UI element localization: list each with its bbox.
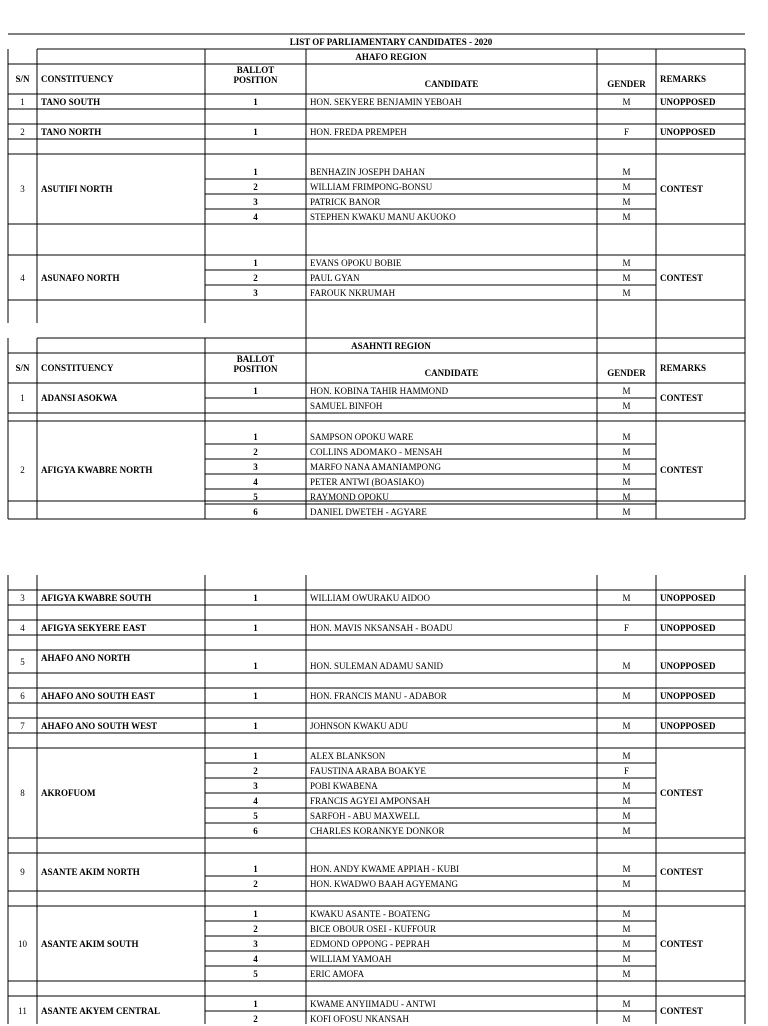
constituency-remark: UNOPPOSED (660, 720, 716, 731)
constituency-name: AKROFUOM (41, 788, 96, 798)
candidate-ballot-position: 3 (253, 938, 258, 949)
candidate-name: FRANCIS AGYEI AMPONSAH (310, 795, 431, 806)
constituency-remark: CONTEST (660, 1006, 704, 1016)
candidate-ballot-position: 3 (253, 461, 258, 472)
candidate-name: DANIEL DWETEH - AGYARE (310, 506, 427, 517)
constituency-remark: UNOPPOSED (660, 690, 716, 701)
candidate-name: FAUSTINA ARABA BOAKYE (310, 765, 426, 776)
candidate-gender: M (622, 825, 631, 836)
candidate-ballot-position: 1 (253, 908, 258, 919)
constituency-sn: 4 (20, 622, 25, 633)
candidate-ballot-position: 1 (253, 622, 258, 633)
candidate-gender: M (622, 720, 631, 731)
candidate-name: PETER ANTWI (BOASIAKO) (310, 476, 424, 487)
candidate-ballot-position: 5 (253, 968, 258, 979)
candidate-ballot-position: 2 (253, 446, 258, 457)
candidate-name: KWAKU ASANTE - BOATENG (310, 908, 431, 919)
candidate-name: SARFOH - ABU MAXWELL (310, 810, 420, 821)
candidate-name: BENHAZIN JOSEPH DAHAN (310, 166, 426, 177)
constituency-sn: 1 (20, 96, 25, 107)
constituency-name: ASANTE AKYEM CENTRAL (41, 1006, 161, 1016)
header-ballot-position: BALLOT (236, 354, 275, 364)
candidate-gender: M (622, 780, 631, 791)
document-title: LIST OF PARLIAMENTARY CANDIDATES - 2020 (289, 36, 493, 47)
candidate-name: ALEX BLANKSON (310, 750, 386, 761)
candidate-ballot-position: 2 (253, 923, 258, 934)
candidate-ballot-position: 5 (253, 810, 258, 821)
constituency-sn: 3 (20, 592, 25, 603)
candidate-gender: M (622, 968, 631, 979)
candidate-name: SAMUEL BINFOH (310, 400, 383, 411)
candidate-ballot-position: 1 (253, 385, 258, 396)
candidate-name: HON. SULEMAN ADAMU SANID (310, 660, 444, 671)
candidate-name: RAYMOND OPOKU (310, 491, 389, 502)
constituency-remark: CONTEST (660, 272, 704, 283)
candidate-name: WILLIAM FRIMPONG-BONSU (310, 181, 433, 192)
candidate-gender: M (622, 211, 631, 222)
candidate-ballot-position: 4 (253, 795, 258, 806)
candidate-name: WILLIAM OWURAKU AIDOO (310, 592, 430, 603)
candidate-name: PATRICK BANOR (310, 196, 381, 207)
candidate-name: CHARLES KORANKYE DONKOR (310, 825, 445, 836)
candidate-gender: M (622, 196, 631, 207)
candidate-ballot-position: 1 (253, 257, 258, 268)
candidate-name: MARFO NANA AMANIAMPONG (310, 461, 442, 472)
candidate-gender: M (622, 166, 631, 177)
constituency-remark: CONTEST (660, 788, 704, 798)
constituency-name: TANO NORTH (41, 126, 102, 137)
candidate-gender: M (622, 592, 631, 603)
candidate-ballot-position: 1 (253, 998, 258, 1009)
candidate-ballot-position: 6 (253, 506, 258, 517)
candidate-gender: M (622, 400, 631, 411)
header-sn: S/N (15, 363, 30, 373)
candidate-ballot-position: 4 (253, 211, 258, 222)
candidate-gender: M (622, 863, 631, 874)
constituency-sn: 2 (20, 126, 25, 137)
header-gender: GENDER (607, 368, 646, 378)
candidate-name: HON. FREDA PREMPEH (310, 126, 407, 137)
constituency-sn: 8 (20, 788, 25, 798)
candidate-gender: M (622, 96, 631, 107)
constituency-remark: CONTEST (660, 867, 704, 877)
candidate-gender: M (622, 506, 631, 517)
constituency-remark: UNOPPOSED (660, 660, 716, 671)
candidate-name: HON. KWADWO BAAH AGYEMANG (310, 878, 458, 889)
candidate-name: HON. ANDY KWAME APPIAH - KUBI (310, 863, 460, 874)
header-candidate: CANDIDATE (424, 368, 479, 378)
constituency-sn: 10 (18, 938, 27, 949)
header-gender: GENDER (607, 79, 646, 89)
constituency-remark: UNOPPOSED (660, 622, 716, 633)
candidate-name: JOHNSON KWAKU ADU (310, 720, 409, 731)
candidate-gender: M (622, 938, 631, 949)
candidate-gender: M (622, 257, 631, 268)
constituency-remark: CONTEST (660, 184, 704, 194)
constituency-remark: UNOPPOSED (660, 96, 716, 107)
header-remarks: REMARKS (660, 74, 707, 84)
candidate-ballot-position: 1 (253, 592, 258, 603)
candidate-ballot-position: 3 (253, 196, 258, 207)
constituency-remark: CONTEST (660, 393, 704, 403)
candidate-name: POBI KWABENA (310, 780, 378, 791)
candidate-name: PAUL GYAN (310, 272, 360, 283)
candidate-ballot-position: 1 (253, 720, 258, 731)
candidate-gender: M (622, 908, 631, 919)
constituency-sn: 3 (20, 184, 25, 194)
candidate-gender: M (622, 750, 631, 761)
constituency-name: AHAFO ANO NORTH (41, 652, 131, 663)
constituency-remark: CONTEST (660, 938, 704, 949)
candidate-gender: M (622, 385, 631, 396)
candidate-ballot-position: 2 (253, 181, 258, 192)
candidate-name: KOFI OFOSU NKANSAH (310, 1013, 410, 1024)
header-ballot-position: POSITION (233, 75, 278, 85)
candidate-gender: F (623, 765, 629, 776)
constituency-name: ASUTIFI NORTH (41, 184, 113, 194)
candidate-ballot-position: 1 (253, 166, 258, 177)
candidate-name: WILLIAM YAMOAH (310, 953, 392, 964)
constituency-sn: 7 (20, 720, 25, 731)
candidate-gender: M (622, 1013, 631, 1024)
candidate-gender: F (623, 126, 629, 137)
constituency-name: ASUNAFO NORTH (41, 272, 120, 283)
candidate-ballot-position: 1 (253, 96, 258, 107)
constituency-name: ADANSI ASOKWA (41, 393, 118, 403)
candidate-gender: F (623, 622, 629, 633)
constituency-name: TANO SOUTH (41, 96, 101, 107)
candidate-gender: M (622, 953, 631, 964)
candidate-gender: M (622, 461, 631, 472)
constituency-sn: 11 (18, 1006, 27, 1016)
candidate-gender: M (622, 431, 631, 442)
constituency-name: ASANTE AKIM NORTH (41, 867, 140, 877)
candidate-name: FAROUK NKRUMAH (310, 287, 396, 298)
candidate-gender: M (622, 878, 631, 889)
candidate-gender: M (622, 660, 631, 671)
constituency-sn: 9 (20, 867, 25, 877)
region-title: ASAHNTI REGION (351, 340, 431, 351)
candidate-gender: M (622, 287, 631, 298)
candidate-ballot-position: 2 (253, 765, 258, 776)
constituency-remark: UNOPPOSED (660, 592, 716, 603)
candidate-name: SAMPSON OPOKU WARE (310, 431, 414, 442)
candidate-ballot-position (205, 398, 306, 413)
candidate-ballot-position: 1 (253, 660, 258, 671)
constituency-sn: 2 (20, 465, 25, 475)
candidate-ballot-position: 2 (253, 878, 258, 889)
constituency-remark: CONTEST (660, 465, 704, 475)
header-ballot-position: BALLOT (236, 65, 275, 75)
candidate-ballot-position: 3 (253, 287, 258, 298)
candidate-name: EVANS OPOKU BOBIE (310, 257, 402, 268)
constituency-name: AFIGYA KWABRE SOUTH (41, 592, 152, 603)
header-remarks: REMARKS (660, 363, 707, 373)
candidate-name: HON. FRANCIS MANU - ADABOR (310, 690, 447, 701)
candidate-gender: M (622, 181, 631, 192)
header-sn: S/N (15, 74, 30, 84)
candidate-name: HON. MAVIS NKSANSAH - BOADU (310, 622, 453, 633)
region-title: AHAFO REGION (355, 51, 427, 62)
candidate-gender: M (622, 476, 631, 487)
constituency-name: ASANTE AKIM SOUTH (41, 938, 139, 949)
candidate-ballot-position: 6 (253, 825, 258, 836)
header-constituency: CONSTITUENCY (41, 74, 114, 84)
candidate-ballot-position: 4 (253, 476, 258, 487)
candidate-gender: M (622, 795, 631, 806)
constituency-sn: 5 (20, 656, 25, 667)
candidate-gender: M (622, 810, 631, 821)
constituency-sn: 1 (20, 393, 25, 403)
candidate-ballot-position: 1 (253, 863, 258, 874)
constituency-sn: 4 (20, 272, 25, 283)
candidate-gender: M (622, 491, 631, 502)
candidate-name: EDMOND OPPONG - PEPRAH (310, 938, 430, 949)
constituency-name: AFIGYA KWABRE NORTH (41, 465, 153, 475)
constituency-name: AFIGYA SEKYERE EAST (41, 622, 147, 633)
candidate-ballot-position: 1 (253, 690, 258, 701)
constituency-name: AHAFO ANO SOUTH EAST (41, 690, 155, 701)
candidate-gender: M (622, 446, 631, 457)
candidate-ballot-position: 5 (253, 491, 258, 502)
candidate-ballot-position: 1 (253, 126, 258, 137)
candidate-name: STEPHEN KWAKU MANU AKUOKO (310, 211, 456, 222)
candidate-ballot-position: 3 (253, 780, 258, 791)
header-constituency: CONSTITUENCY (41, 363, 114, 373)
candidate-ballot-position: 2 (253, 272, 258, 283)
candidate-name: COLLINS ADOMAKO - MENSAH (310, 446, 443, 457)
candidate-ballot-position: 2 (253, 1013, 258, 1024)
candidate-ballot-position: 1 (253, 750, 258, 761)
constituency-name: AHAFO ANO SOUTH WEST (41, 720, 158, 731)
candidate-name: HON. SEKYERE BENJAMIN YEBOAH (310, 96, 462, 107)
candidate-name: HON. KOBINA TAHIR HAMMOND (310, 385, 449, 396)
candidate-ballot-position: 1 (253, 431, 258, 442)
candidate-gender: M (622, 923, 631, 934)
candidate-name: BICE OBOUR OSEI - KUFFOUR (310, 923, 437, 934)
header-candidate: CANDIDATE (424, 79, 479, 89)
candidate-name: KWAME ANYIIMADU - ANTWI (310, 998, 436, 1009)
candidate-name: ERIC AMOFA (310, 968, 365, 979)
candidate-gender: M (622, 690, 631, 701)
candidate-gender: M (622, 998, 631, 1009)
constituency-sn: 6 (20, 690, 25, 701)
candidate-ballot-position: 4 (253, 953, 258, 964)
candidate-gender: M (622, 272, 631, 283)
header-ballot-position: POSITION (233, 364, 278, 374)
constituency-remark: UNOPPOSED (660, 126, 716, 137)
